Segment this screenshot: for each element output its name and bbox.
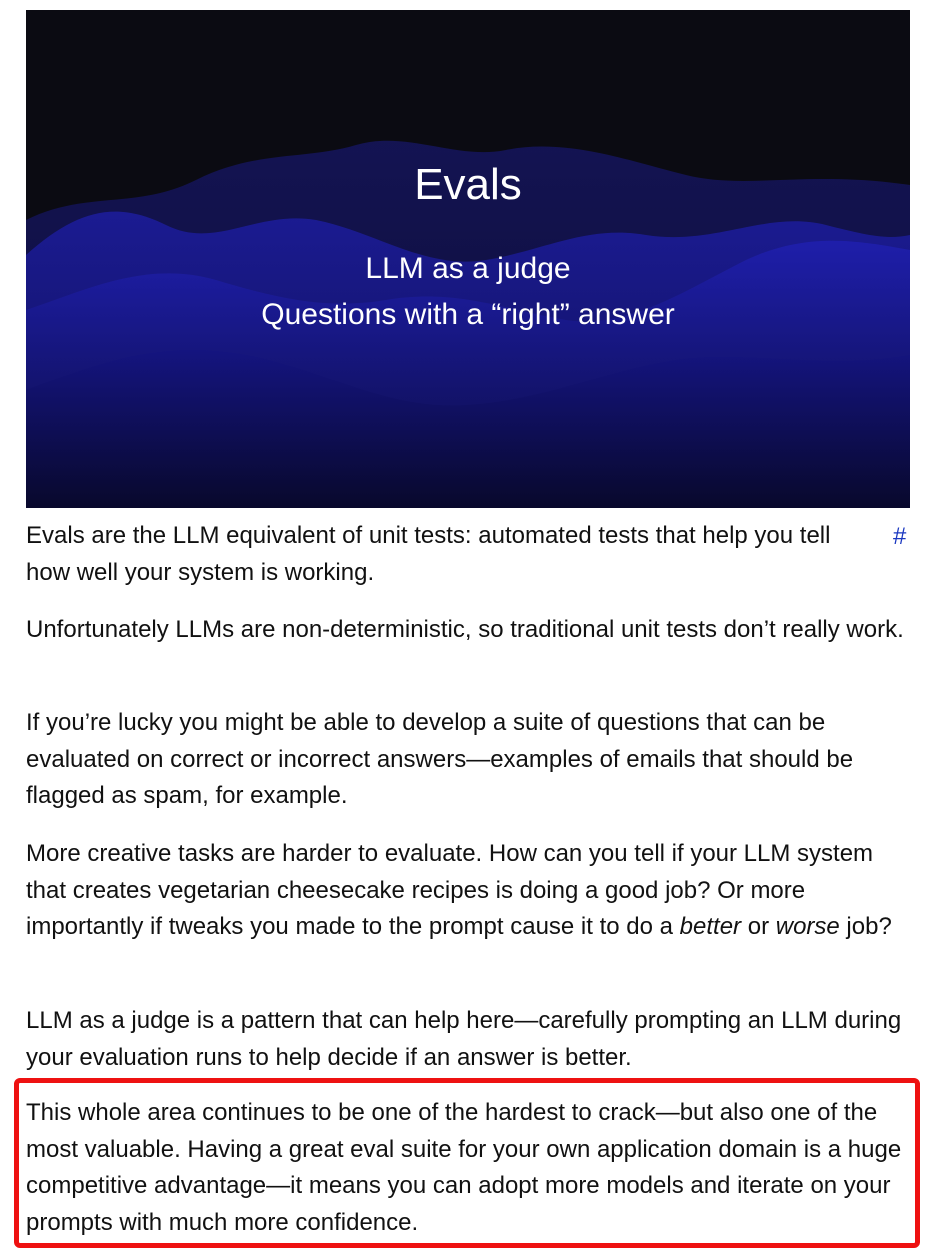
paragraph-hardest-to-crack: This whole area continues to be one of the hardest to crack—but also one of the most valuable. Having a great eval suite for your own application domain is a huge competitive advantage—it means you can adopt more models and iterate on your prompts with much more confidence.: [26, 1099, 902, 1236]
permalink-anchor[interactable]: #: [893, 523, 907, 550]
paragraph-creative-tasks-text-b: or: [741, 913, 776, 940]
emphasis-better: better: [679, 913, 742, 940]
paragraph-creative-tasks-text-c: job?: [839, 913, 892, 940]
paragraph-creative-tasks: [26, 836, 910, 946]
paragraph-suite-of-questions: If you’re lucky you might be able to develop a suite of questions that can be evaluated on correct or incorrect answers—examples of emails that should be flagged as spam, for example.: [26, 709, 854, 809]
highlight-box: [14, 1078, 920, 1248]
slide-subtitle-line-2: Questions with a “right” answer: [261, 298, 675, 331]
paragraph-evals-intro: Evals are the LLM equivalent of unit tests: automated tests that help you tell how well your system is working.: [26, 522, 831, 586]
slide-subtitle-line-1: LLM as a judge: [365, 252, 571, 285]
slide-title: Evals: [414, 160, 522, 209]
paragraph-non-deterministic: Unfortunately LLMs are non-deterministic, so traditional unit tests don’t really work.: [26, 616, 904, 643]
paragraph-creative-tasks-text-a: More creative tasks are harder to evaluate. How can you tell if your LLM system that creates vegetarian cheesecake recipes is doing a good job? Or more importantly if tweaks you made to the prompt cause it to do a: [26, 840, 874, 940]
slide-image: [26, 10, 910, 508]
paragraph-llm-as-judge: LLM as a judge is a pattern that can help here—carefully prompting an LLM during your evaluation runs to help decide if an answer is better.: [26, 1007, 902, 1071]
emphasis-worse: worse: [775, 913, 840, 940]
